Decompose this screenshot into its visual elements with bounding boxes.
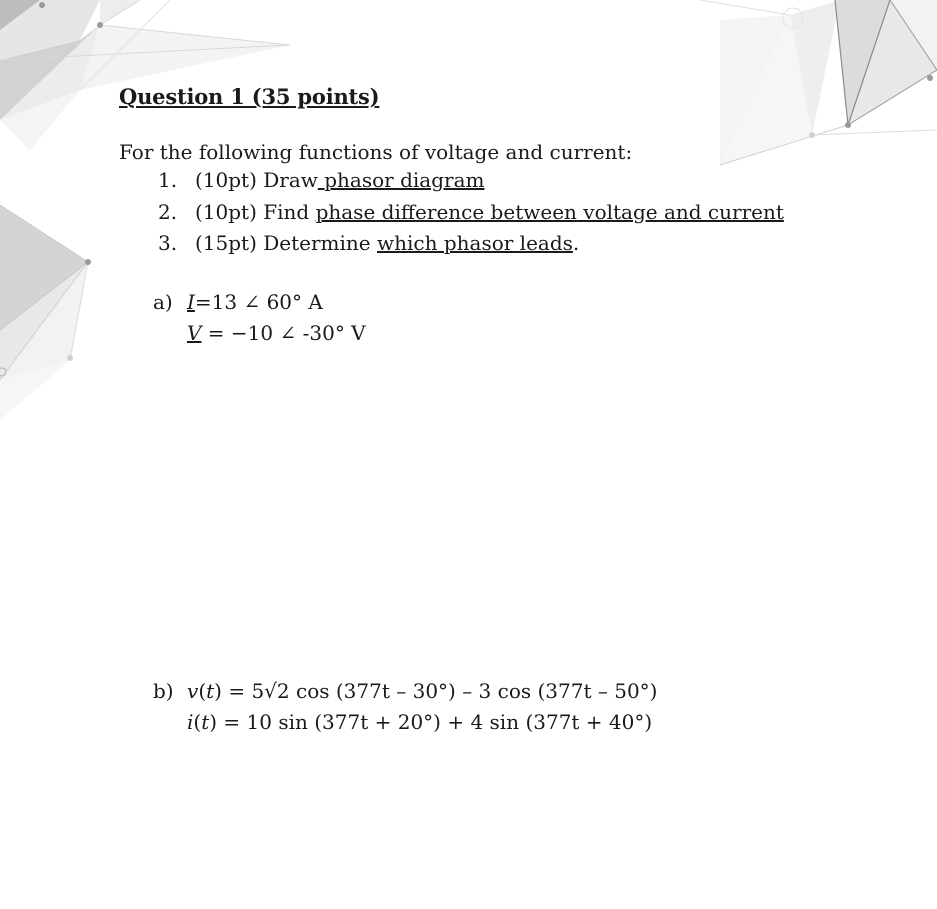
task-number: 2. [158, 199, 178, 224]
current-function-argument: t [201, 710, 210, 734]
current-function-expression: ) = 10 sin (377t + 20°) + 4 sin (377t + 40°) [209, 710, 653, 734]
current-function-symbol: i [187, 710, 194, 734]
question-title: Question 1 (35 points) [119, 84, 380, 109]
task-underlined-text: phase difference between voltage and current [315, 199, 784, 224]
task-item-3 [158, 231, 784, 263]
left-middle-polygons [0, 205, 91, 420]
task-item-1 [158, 168, 784, 200]
part-a-label: a) [153, 290, 173, 314]
task-text: (15pt) Determine [195, 231, 377, 255]
current-phasor-symbol: I [187, 290, 195, 314]
task-text: (10pt) Find [195, 199, 316, 224]
voltage-function-argument: t [206, 679, 215, 703]
top-left-polygons [0, 0, 290, 150]
task-list [158, 168, 784, 263]
voltage-phasor-expression: = −10 ∠ -30° V [201, 321, 366, 345]
voltage-function-expression: ) = 5√2 cos (377t – 30°) – 3 cos (377t – 50°) [214, 679, 658, 703]
task-underlined-text: which phasor leads [377, 231, 573, 255]
voltage-function-symbol: v [187, 679, 199, 703]
task-number: 3. [158, 231, 178, 255]
top-right-polygons [700, 0, 937, 165]
current-phasor-expression: =13 ∠ 60° A [194, 290, 323, 314]
voltage-phasor-symbol: V [187, 321, 202, 345]
question-intro: For the following functions of voltage and current: [119, 140, 633, 164]
part-b-label: b) [153, 679, 174, 703]
part-b-current-line: i(t) = 10 sin (377t + 20°) + 4 sin (377t + 40°) [187, 710, 653, 734]
task-underlined-text: phasor diagram [317, 168, 485, 192]
part-a-voltage-line [187, 321, 366, 345]
part-b-voltage-line: b) v(t) = 5√2 cos (377t – 30°) – 3 cos (377t – 50°) [153, 679, 658, 703]
task-text: (10pt) Draw [195, 168, 318, 192]
task-item-2 [158, 200, 784, 232]
task-number: 1. [158, 168, 178, 192]
task-suffix: . [572, 231, 580, 255]
part-a-current-line [153, 290, 323, 314]
